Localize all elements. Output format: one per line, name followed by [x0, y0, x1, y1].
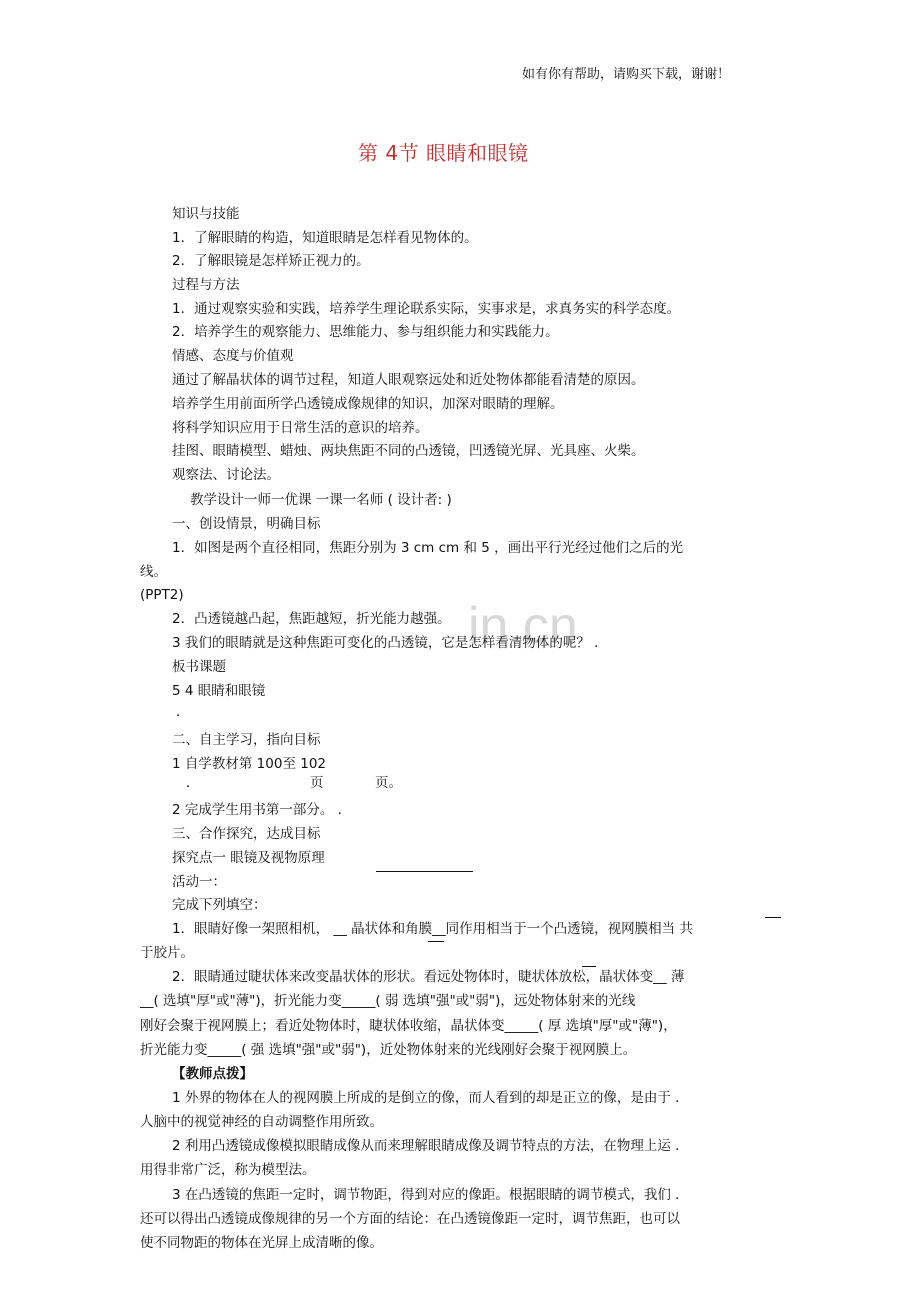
text-line: 人脑中的视觉神经的自动调整作用所致。 — [140, 1114, 383, 1130]
text-line: ． — [186, 775, 200, 791]
section-heading: 三、合作探究，达成目标 — [172, 826, 321, 842]
section-heading-values: 情感、态度与价值观 — [172, 348, 294, 364]
text-line: 折光能力变_____( 强 选填"强"或"弱")，近处物体射来的光线刚好会聚于视网膜上。 — [140, 1042, 637, 1058]
answer-underline — [765, 917, 781, 918]
text-line: 5 4 眼睛和眼镜 — [172, 683, 266, 699]
text-line: 2．培养学生的观察能力、思维能力、参与组织能力和实践能力。 — [172, 324, 559, 340]
text-line: 教学设计一师一优课 一课一名师 ( 设计者: ) — [190, 492, 452, 508]
section-heading-process: 过程与方法 — [172, 277, 240, 293]
text-line: 1 自学教材第 100至 102 — [172, 756, 326, 772]
text-line: 3 我们的眼睛就是这种焦距可变化的凸透镜，它是怎样看清物体的呢？ ． — [172, 635, 608, 651]
text-line: 页 — [310, 775, 324, 791]
text-line: 使不同物距的物体在光屏上成清晰的像。 — [140, 1235, 383, 1251]
text-line: 1．通过观察实验和实践，培养学生理论联系实际，实事求是，求真务实的科学态度。 — [172, 301, 681, 317]
text-line: 还可以得出凸透镜成像规律的另一个方面的结论：在凸透镜像距一定时，调节焦距，也可以 — [140, 1211, 680, 1227]
text-line: 用得非常广泛，称为模型法。 — [140, 1162, 316, 1178]
text-line: 观察法、讨论法。 — [172, 467, 280, 483]
text-line: 通过了解晶状体的调节过程，知道人眼观察远处和近处物体都能看清楚的原因。 — [172, 372, 645, 388]
text-line: 探究点一 眼镜及视物原理 — [172, 850, 325, 866]
text-line: 完成下列填空： — [172, 897, 267, 913]
text-line: 将科学知识应用于日常生活的意识的培养。 — [172, 420, 429, 436]
text-line: 1．了解眼睛的构造，知道眼睛是怎样看见物体的。 — [172, 230, 478, 246]
text-line: 3 在凸透镜的焦距一定时，调节物距，得到对应的像距。根据眼睛的调节模式，我们 ． — [172, 1187, 689, 1203]
text-line: 1．如图是两个直径相同，焦距分别为 3 cm cm 和 5 ，画出平行光经过他们之后的光 — [172, 540, 684, 556]
section-heading: 二、自主学习，指向目标 — [172, 732, 321, 748]
answer-underline — [582, 966, 596, 967]
text-line: 刚好会聚于视网膜上；看近处物体时，睫状体收缩，晶状体变_____( 厚 选填"厚"或"薄")， — [140, 1018, 677, 1034]
section-heading-knowledge: 知识与技能 — [172, 206, 240, 222]
text-line: 板书课题 — [172, 659, 226, 675]
page-header-note: 如有你有帮助，请购买下载，谢谢！ — [522, 67, 731, 82]
text-line: 2．眼睛通过睫状体来改变晶状体的形状。看远处物体时，睫状体放松，晶状体变__ 薄 — [172, 969, 685, 985]
text-line: 挂图、眼睛模型、蜡烛、两块焦距不同的凸透镜，凹透镜光屏、光具座、火柴。 — [172, 443, 645, 459]
text-line: 1．眼睛好像一架照相机， __ 晶状体和角膜__同作用相当于一个凸透镜，视网膜相当 共 — [172, 921, 693, 937]
answer-underline — [428, 941, 444, 942]
text-line: 2 完成学生用书第一部分。 ． — [172, 802, 352, 818]
page-title: 第 4节 眼睛和眼镜 — [358, 141, 529, 165]
text-line: 于胶片。 — [140, 945, 194, 961]
section-heading-teacher-tips: 【教师点拨】 — [172, 1066, 253, 1082]
text-line: 线。 — [140, 564, 167, 580]
text-line: 2．了解眼镜是怎样矫正视力的。 — [172, 253, 370, 269]
text-line: 2 利用凸透镜成像模拟眼睛成像从而来理解眼睛成像及调节特点的方法，在物理上运 ． — [172, 1138, 689, 1154]
section-heading: 一、创设情景，明确目标 — [172, 516, 321, 532]
watermark: in.cn — [468, 597, 578, 655]
text-line: 2．凸透镜越凸起，焦距越短，折光能力越强。 — [172, 611, 451, 627]
text-line: 活动一： — [172, 874, 226, 890]
text-line: 页。 — [375, 775, 402, 791]
text-line: 培养学生用前面所学凸透镜成像规律的知识，加深对眼睛的理解。 — [172, 396, 564, 412]
answer-underline — [376, 871, 473, 872]
text-line: 1 外界的物体在人的视网膜上所成的是倒立的像，而人看到的却是正立的像，是由于 ． — [172, 1090, 689, 1106]
text-line: (PPT2) — [140, 587, 184, 603]
text-line: __( 选填"厚"或"薄")，折光能力变_____( 弱 选填"强"或"弱")，远处物体射来的光线 — [140, 993, 636, 1009]
text-line: ． — [176, 704, 190, 720]
